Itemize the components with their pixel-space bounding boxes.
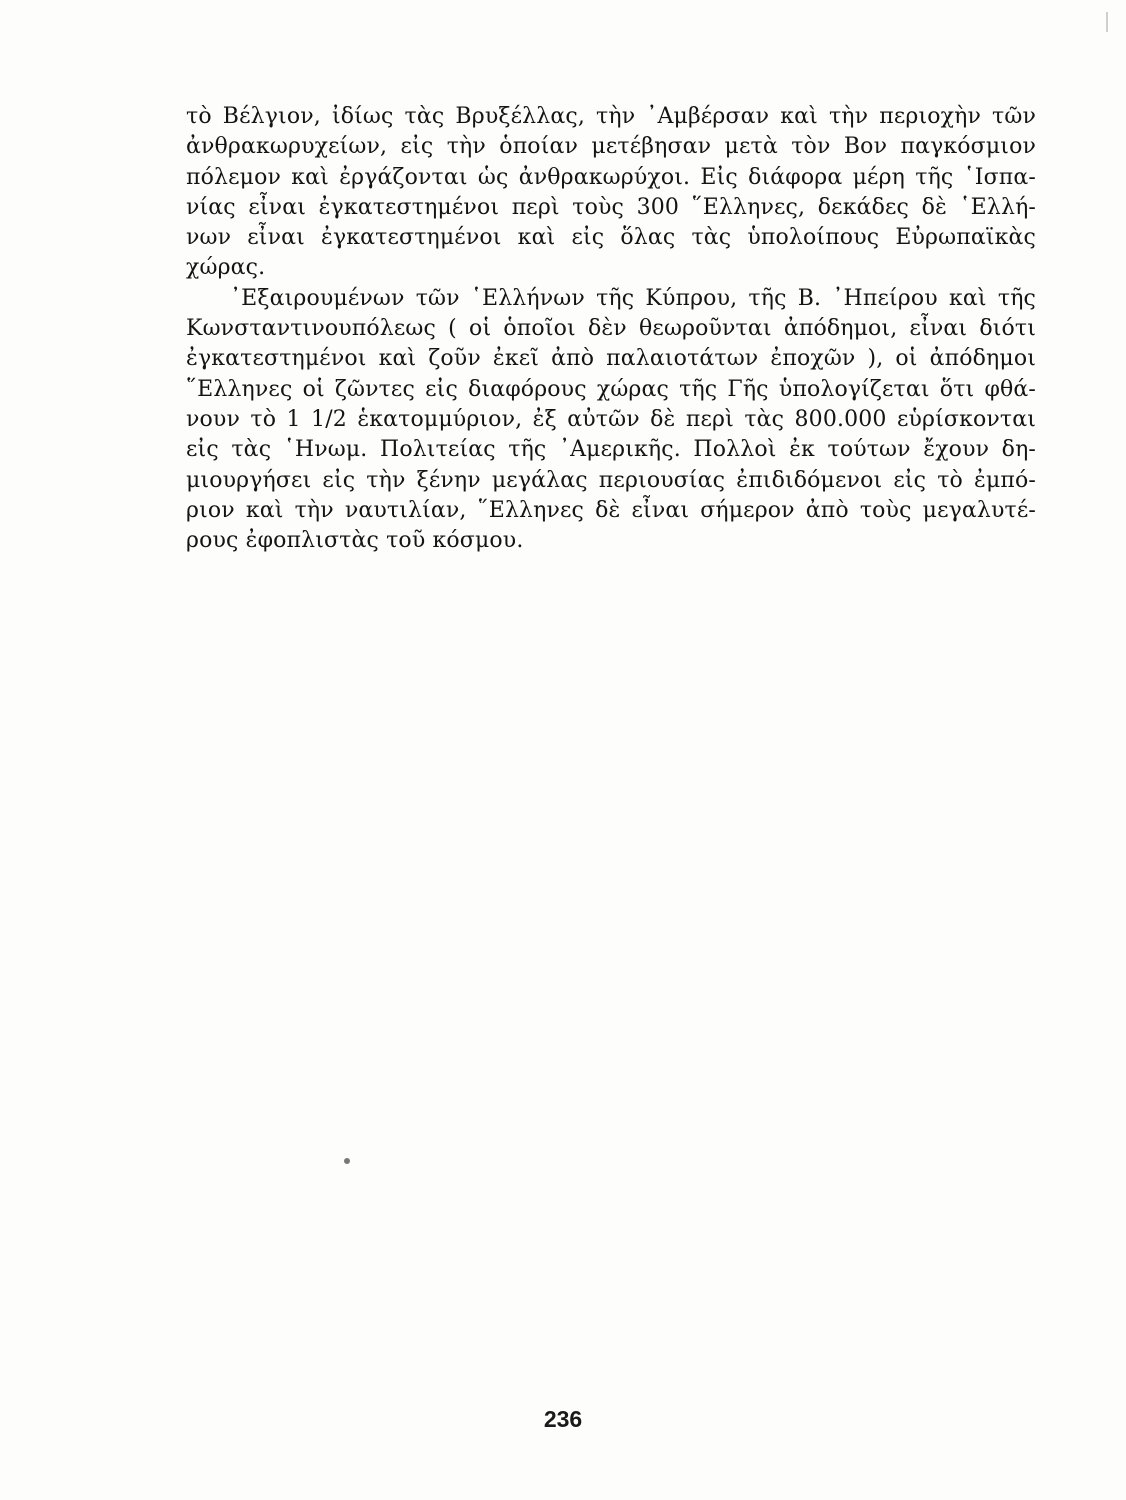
text-line: ἐγκατεστημένοι καὶ ζοῦν ἐκεῖ ἀπὸ παλαιοτάτων ἐποχῶν ), οἱ ἀπόδημοι <box>186 346 1036 372</box>
text-line: νίας εἶναι ἐγκατεστημένοι περὶ τοὺς 300 ῞Ελληνες, δεκάδες δὲ ῾Ελλή- <box>186 194 1036 220</box>
text-line: Κωνσταντινουπόλεως ( οἱ ὁποῖοι δὲν θεωροῦνται ἀπόδημοι, εἶναι διότι <box>186 316 1036 342</box>
text-line: ῞Ελληνες οἱ ζῶντες εἰς διαφόρους χώρας τῆς Γῆς ὑπολογίζεται ὅτι φθά- <box>186 376 1036 402</box>
text-line: εἰς τὰς ῾Ηνωμ. Πολιτείας τῆς ᾿Αμερικῆς. Πολλοὶ ἐκ τούτων ἔχουν δη- <box>186 437 1036 463</box>
text-line: πόλεμον καὶ ἐργάζονται ὡς ἀνθρακωρύχοι. Εἰς διάφορα μέρη τῆς ῾Ισπα- <box>186 164 1036 190</box>
body-text <box>186 102 1036 556</box>
page-edge-mark <box>1106 12 1122 32</box>
text-line: ᾿Εξαιρουμένων τῶν ῾Ελλήνων τῆς Κύπρου, τῆς Β. ᾿Ηπείρου καὶ τῆς <box>230 285 1036 311</box>
page-number: 236 <box>543 1406 583 1432</box>
ink-speck <box>344 1158 350 1164</box>
text-line: ἀνθρακωρυχείων, εἰς τὴν ὁποίαν μετέβησαν μετὰ τὸν Βον παγκόσμιον <box>186 134 1036 160</box>
text-line: νων εἶναι ἐγκατεστημένοι καὶ εἰς ὅλας τὰς ὑπολοίπους Εὐρωπαϊκὰς <box>186 225 1036 251</box>
text-line: τὸ Βέλγιον, ἰδίως τὰς Βρυξέλλας, τὴν ᾿Αμβέρσαν καὶ τὴν περιοχὴν τῶν <box>186 104 1036 129</box>
text-line: νουν τὸ 1 1/2 ἑκατομμύριον, ἐξ αὐτῶν δὲ περὶ τὰς 800.000 εὑρίσκονται <box>186 406 1036 432</box>
text-line: ριον καὶ τὴν ναυτιλίαν, ῞Ελληνες δὲ εἶναι σήμερον ἀπὸ τοὺς μεγαλυτέ- <box>186 497 1036 523</box>
text-line: χώρας. <box>186 255 266 281</box>
text-line: μιουργήσει εἰς τὴν ξένην μεγάλας περιουσίας ἐπιδιδόμενοι εἰς τὸ ἐμπό- <box>186 467 1036 493</box>
text-line: ρους ἐφοπλιστὰς τοῦ κόσμου. <box>186 528 524 554</box>
